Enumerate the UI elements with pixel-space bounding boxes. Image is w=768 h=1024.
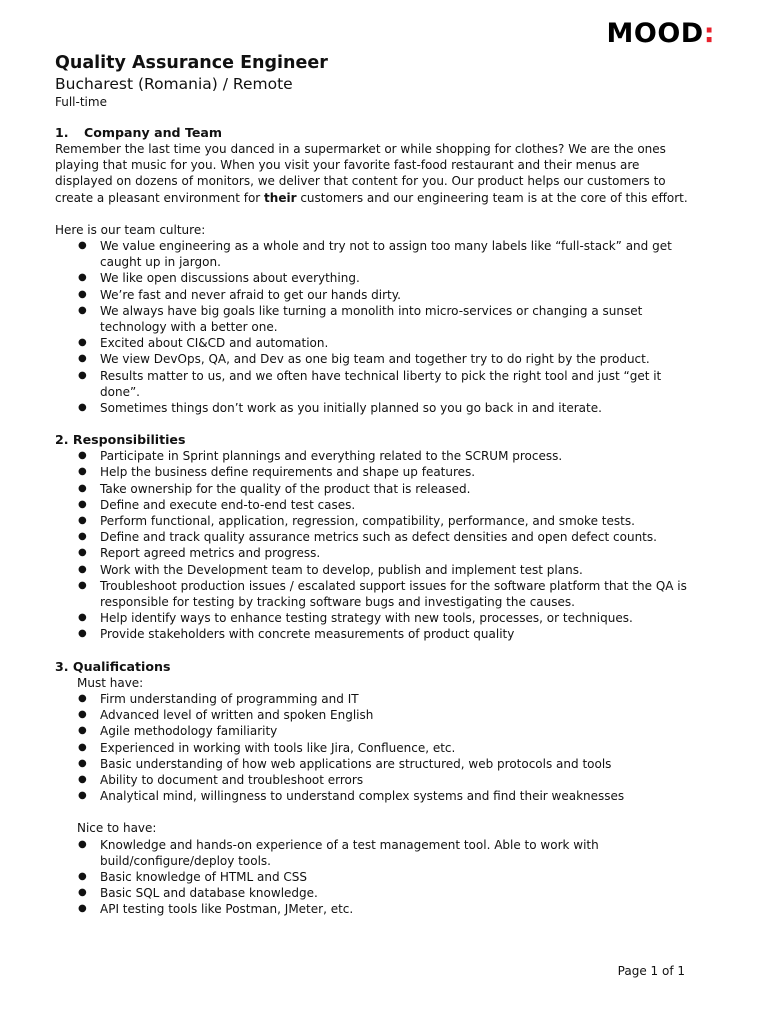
logo-text: MOOD xyxy=(606,18,704,49)
responsibility-item: ● Take ownership for the quality of the product that is released. xyxy=(55,481,695,497)
employment-type: Full-time xyxy=(55,95,107,109)
responsibility-item: ● Troubleshoot production issues / escalated support issues for the software platform that the QA is responsible for testing by tracking software bugs and investigating the causes. xyxy=(55,578,695,610)
must-have-item: ● Analytical mind, willingness to understand complex systems and find their weaknesses xyxy=(55,788,695,804)
document-body xyxy=(55,52,695,918)
responsibility-item: ● Perform functional, application, regression, compatibility, performance, and smoke tests. xyxy=(55,513,695,529)
intro-emphasis: their xyxy=(264,190,297,205)
nice-to-have-item: ● Basic knowledge of HTML and CSS xyxy=(55,869,695,885)
page-number: Page 1 of 1 xyxy=(617,964,685,978)
section-heading-qualifications: 3. Qualifications xyxy=(55,658,171,674)
culture-item: ● Sometimes things don’t work as you initially planned so you go back in and iterate. xyxy=(55,400,695,416)
must-have-item: ● Firm understanding of programming and IT xyxy=(55,691,695,707)
logo-colon: : xyxy=(703,18,715,49)
responsibility-item: ● Report agreed metrics and progress. xyxy=(55,545,695,561)
nice-to-have-label: Nice to have: xyxy=(77,821,157,836)
culture-list xyxy=(55,238,695,416)
culture-item: ● Excited about CI&CD and automation. xyxy=(55,335,695,351)
responsibility-item: ● Define and track quality assurance metrics such as defect densities and open defect counts. xyxy=(55,529,695,545)
section-number: 1. xyxy=(55,125,69,140)
responsibility-item: ● Help identify ways to enhance testing strategy with new tools, processes, or techniques. xyxy=(55,610,695,626)
responsibility-item: ● Work with the Development team to develop, publish and implement test plans. xyxy=(55,562,695,578)
responsibility-item: ● Participate in Sprint plannings and everything related to the SCRUM process. xyxy=(55,448,695,464)
nice-to-have-item: ● API testing tools like Postman, JMeter, etc. xyxy=(55,901,695,917)
must-have-item: ● Basic understanding of how web applications are structured, web protocols and tools xyxy=(55,756,695,772)
culture-item: ● We’re fast and never afraid to get our hands dirty. xyxy=(55,287,695,303)
culture-item: ● Results matter to us, and we often have technical liberty to pick the right tool and just “get it done”. xyxy=(55,368,695,400)
culture-item: ● We like open discussions about everything. xyxy=(55,270,695,286)
section-heading-text: Company and Team xyxy=(84,125,223,140)
culture-item: ● We always have big goals like turning a monolith into micro-services or changing a sunset technology with a better one. xyxy=(55,303,695,335)
responsibilities-list xyxy=(55,448,695,642)
must-have-item: ● Experienced in working with tools like Jira, Confluence, etc. xyxy=(55,740,695,756)
culture-item: ● We view DevOps, QA, and Dev as one big team and together try to do right by the product. xyxy=(55,351,695,367)
company-intro xyxy=(55,141,695,206)
culture-item: ● We value engineering as a whole and try not to assign too many labels like “full-stack” and get caught up in jargon. xyxy=(55,238,695,270)
nice-to-have-item: ● Knowledge and hands-on experience of a test management tool. Able to work with build/configure/deploy tools. xyxy=(55,837,695,869)
responsibility-item: ● Define and execute end-to-end test cases. xyxy=(55,497,695,513)
must-have-item: ● Advanced level of written and spoken English xyxy=(55,707,695,723)
job-title: Quality Assurance Engineer xyxy=(55,53,328,73)
section-heading-company xyxy=(55,125,695,141)
responsibility-item: ● Help the business define requirements and shape up features. xyxy=(55,464,695,480)
must-have-list xyxy=(55,691,695,804)
must-have-item: ● Ability to document and troubleshoot errors xyxy=(55,772,695,788)
nice-to-have-list xyxy=(55,837,695,918)
must-have-item: ● Agile methodology familiarity xyxy=(55,723,695,739)
responsibility-item: ● Provide stakeholders with concrete measurements of product quality xyxy=(55,626,695,642)
intro-text-start: Remember the last time you danced in a supermarket or while shopping for clothes? We are the ones playing that music for you. When you visit your favorite fast-food restaurant and their menus are displayed on dozens of monitors, we deliver that content for you. Our product helps our customers to create a pleasant environment for xyxy=(55,142,666,205)
company-logo xyxy=(607,18,716,49)
must-have-label: Must have: xyxy=(77,675,144,690)
nice-to-have-item: ● Basic SQL and database knowledge. xyxy=(55,885,695,901)
intro-text-end: customers and our engineering team is at the core of this effort. xyxy=(296,190,688,205)
section-heading-responsibilities: 2. Responsibilities xyxy=(55,432,186,448)
job-location: Bucharest (Romania) / Remote xyxy=(55,75,293,93)
culture-label: Here is our team culture: xyxy=(55,222,206,237)
